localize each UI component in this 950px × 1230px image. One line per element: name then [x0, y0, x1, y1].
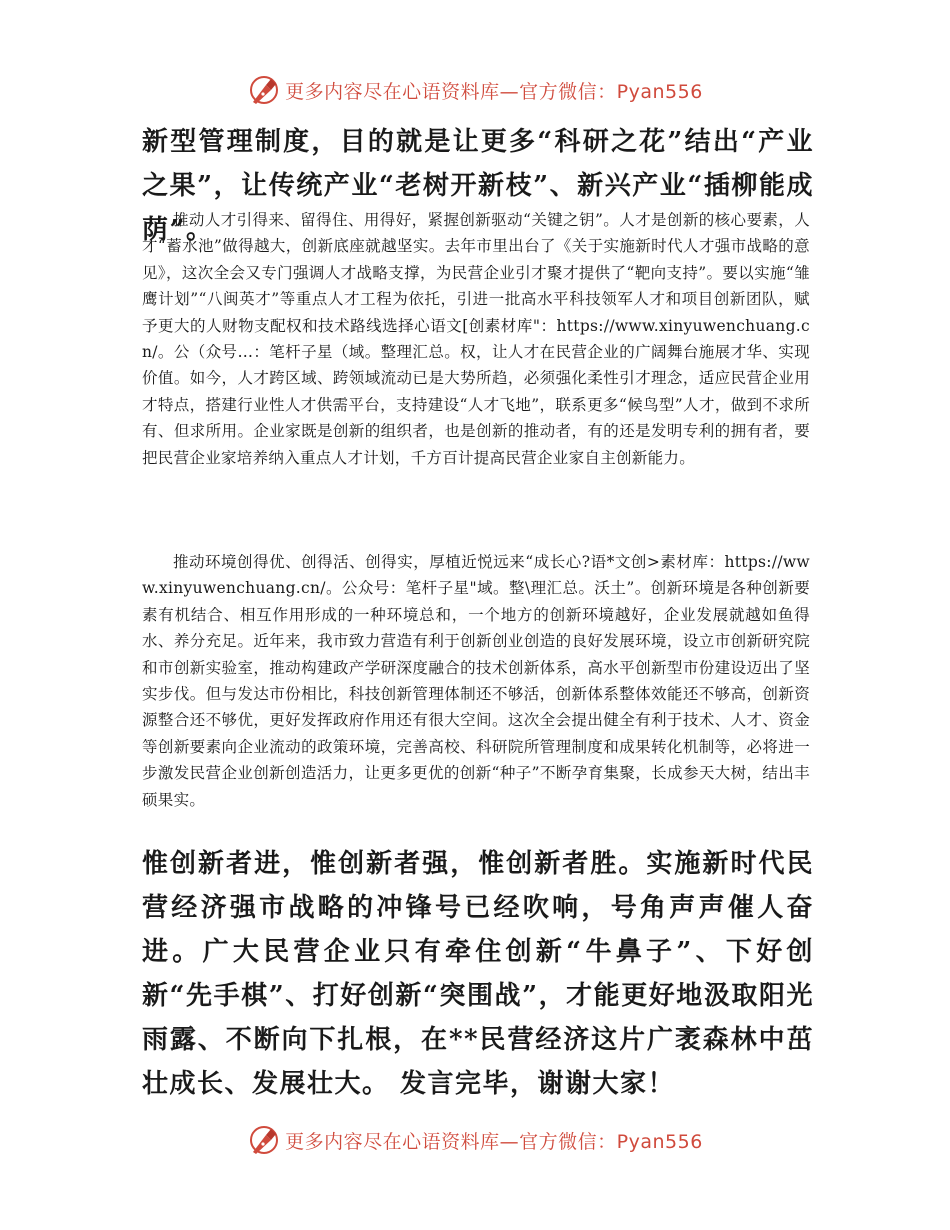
footer-banner [0, 1120, 950, 1160]
header-banner [0, 70, 950, 110]
pen-nib-logo-icon [247, 73, 281, 107]
pen-nib-logo-icon [247, 1123, 281, 1157]
header-banner-text: 更多内容尽在心语资料库—官方微信：Pyan556 [285, 80, 703, 103]
lead-paragraph-closing: 惟创新者进，惟创新者强，惟创新者胜。实施新时代民营经济强市战略的冲锋号已经吹响，号角声声催人奋进。广大民营企业只有牵住创新“牛鼻子”、下好创新“先手棋”、打好创新“突围战”，才能更好地汲取阳光雨露、不断向下扎根，在**民营经济这片广袤森林中茁壮成长、发展壮大。 发言完毕，谢谢大家！ [142, 849, 814, 1099]
body-paragraph-environment: 推动环境创得优、创得活、创得实，厚植近悦远来“成长心?语*文创>素材库：https://www.xinyuwenchuang.cn/。公众号：笔杆子星"域。整\理汇总。沃土”。创新环境是各种创新要素有机结合、相互作用形成的一种环境总和，一个地方的创新环境越好，企业发展就越如鱼得水、养分充足。近年来，我市致力营造有利于创新创业创造的良好发展环境，设立市创新研究院和市创新实验室，推动构建政产学研深度融合的技术创新体系，高水平创新型市份建设迈出了坚实步伐。但与发达市份相比，科技创新管理体制还不够活，创新体系整体效能还不够高，创新资源整合还不够优，更好发挥政府作用还有很大空间。这次全会提出健全有利于技术、人才、资金等创新要素向企业流动的政策环境，完善高校、科研院所管理制度和成果转化机制等，必将进一步激发民营企业创新创造活力，让更多更优的创新“种子”不断孕育集聚，长成参天大树，结出丰硕果实。 [142, 553, 810, 809]
footer-banner-text: 更多内容尽在心语资料库—官方微信：Pyan556 [285, 1130, 703, 1153]
body-paragraph-talent: 推动人才引得来、留得住、用得好，紧握创新驱动“关键之钥”。人才是创新的核心要素，人才“蓄水池”做得越大，创新底座就越坚实。去年市里出台了《关于实施新时代人才强市战略的意见》，这次全会又专门强调人才战略支撑，为民营企业引才聚才提供了“靶向支持”。要以实施“雏鹰计划”“八闽英才”等重点人才工程为依托，引进一批高水平科技领军人才和项目创新团队，赋予更大的人财物支配权和技术路线选择心语文[创素材库"：https://www.xinyuwenchuang.cn/。公（众号…：笔杆子星（域。整理汇总。权，让人才在民营企业的广阔舞台施展才华、实现价值。如今，人才跨区域、跨领域流动已是大势所趋，必须强化柔性引才理念，适应民营企业用才特点，搭建行业性人才供需平台，支持建设“人才飞地”，联系更多“候鸟型”人才，做到不求所有、但求所用。企业家既是创新的组织者，也是创新的推动者，有的还是发明专利的拥有者，要把民营企业家培养纳入重点人才计划，千方百计提高民营企业家自主创新能力。 [142, 211, 810, 467]
lead-paragraph-top: 新型管理制度，目的就是让更多“科研之花”结出“产业之果”，让传统产业“老树开新枝”、新兴产业“插柳能成荫”。 [142, 127, 814, 245]
